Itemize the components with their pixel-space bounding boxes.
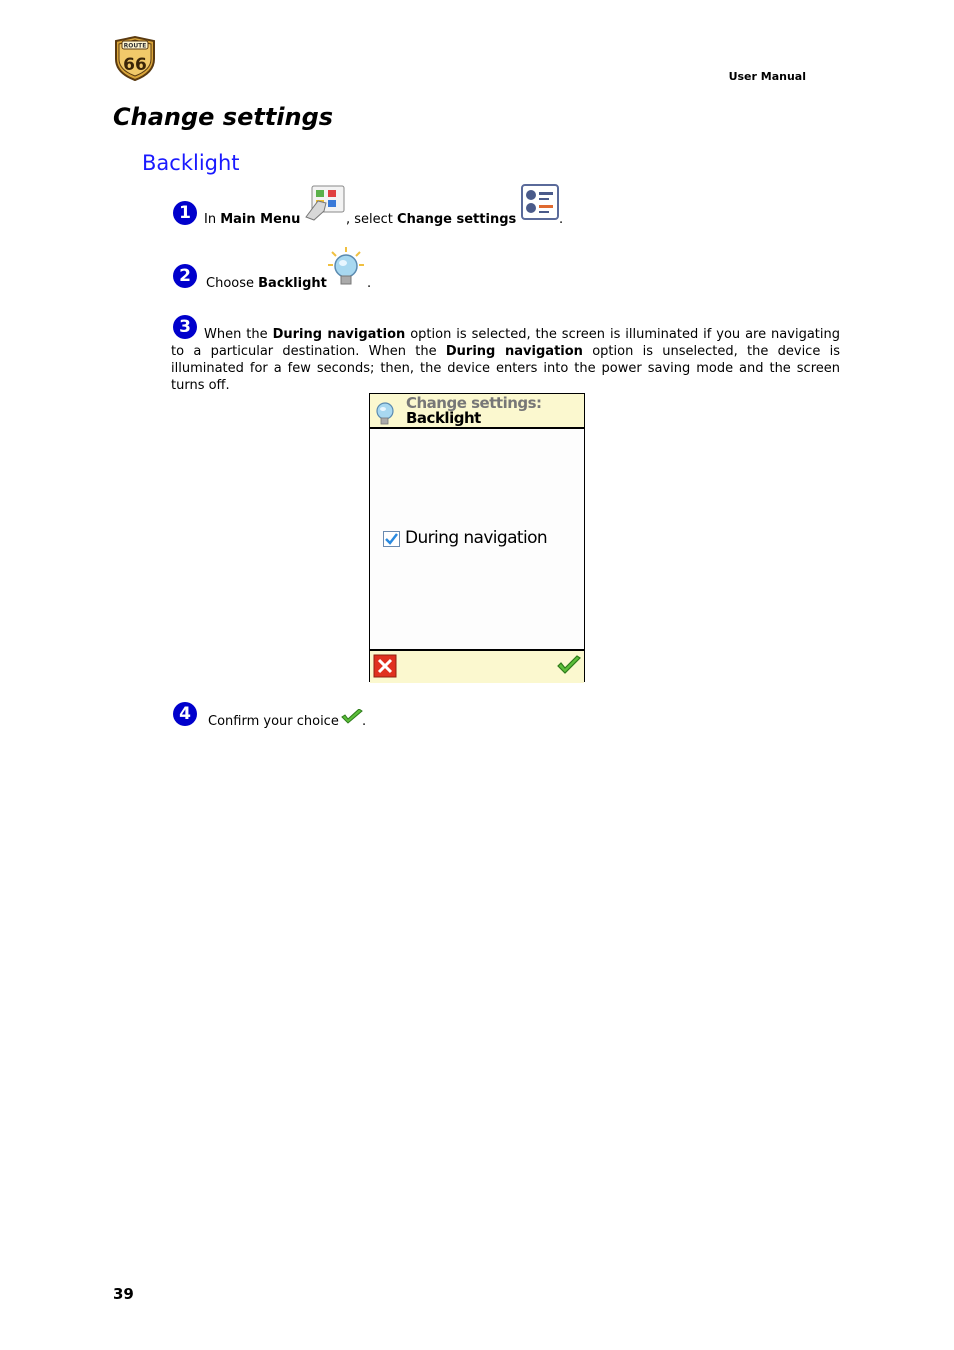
- step-4-text: Confirm your choice: [208, 714, 339, 729]
- change-settings-icon: [520, 183, 560, 223]
- device-header: [370, 394, 584, 429]
- device-title-line1: Change settings:: [406, 394, 542, 412]
- step-2-text: Choose Backlight: [206, 276, 327, 291]
- confirm-check-icon[interactable]: [556, 655, 582, 677]
- device-screenshot: [369, 393, 585, 682]
- cancel-x-icon[interactable]: [373, 654, 397, 678]
- header-title: User Manual: [728, 70, 806, 83]
- during-navigation-label[interactable]: During navigation: [405, 528, 548, 548]
- main-menu-icon: [304, 185, 346, 221]
- step-1-text-b: , select Change settings: [346, 212, 517, 227]
- step-3-paragraph: When the During navigation option is selected, the screen is illuminated if you are navigating to a particular destination. When the During navigation option is unselected, the device is illuminated for a few seconds; then, the device enters into the power saving mode and the screen turns off.: [171, 327, 840, 393]
- device-title-line2: Backlight: [406, 409, 481, 427]
- during-navigation-checkbox[interactable]: [383, 531, 400, 547]
- step-3-number: 3: [173, 315, 197, 339]
- step-4-number: 4: [173, 702, 197, 726]
- step-4-period: .: [362, 714, 367, 729]
- route66-logo: [112, 35, 158, 81]
- confirm-check-icon: [341, 709, 363, 726]
- device-body: [370, 429, 584, 649]
- step-1-number: 1: [173, 201, 197, 225]
- svg-text:ROUTE: ROUTE: [123, 42, 147, 50]
- step-2-number: 2: [173, 264, 197, 288]
- device-footer: [370, 649, 584, 683]
- step-1-text-a: In Main Menu: [204, 212, 301, 227]
- svg-text:66: 66: [123, 55, 147, 75]
- step-2-period: .: [367, 276, 372, 291]
- page-title: Change settings: [113, 103, 334, 131]
- step-1-period: .: [559, 212, 564, 227]
- backlight-icon: [326, 246, 366, 290]
- backlight-icon: [374, 401, 396, 425]
- page-number: 39: [113, 1285, 134, 1303]
- section-title: Backlight: [142, 151, 240, 175]
